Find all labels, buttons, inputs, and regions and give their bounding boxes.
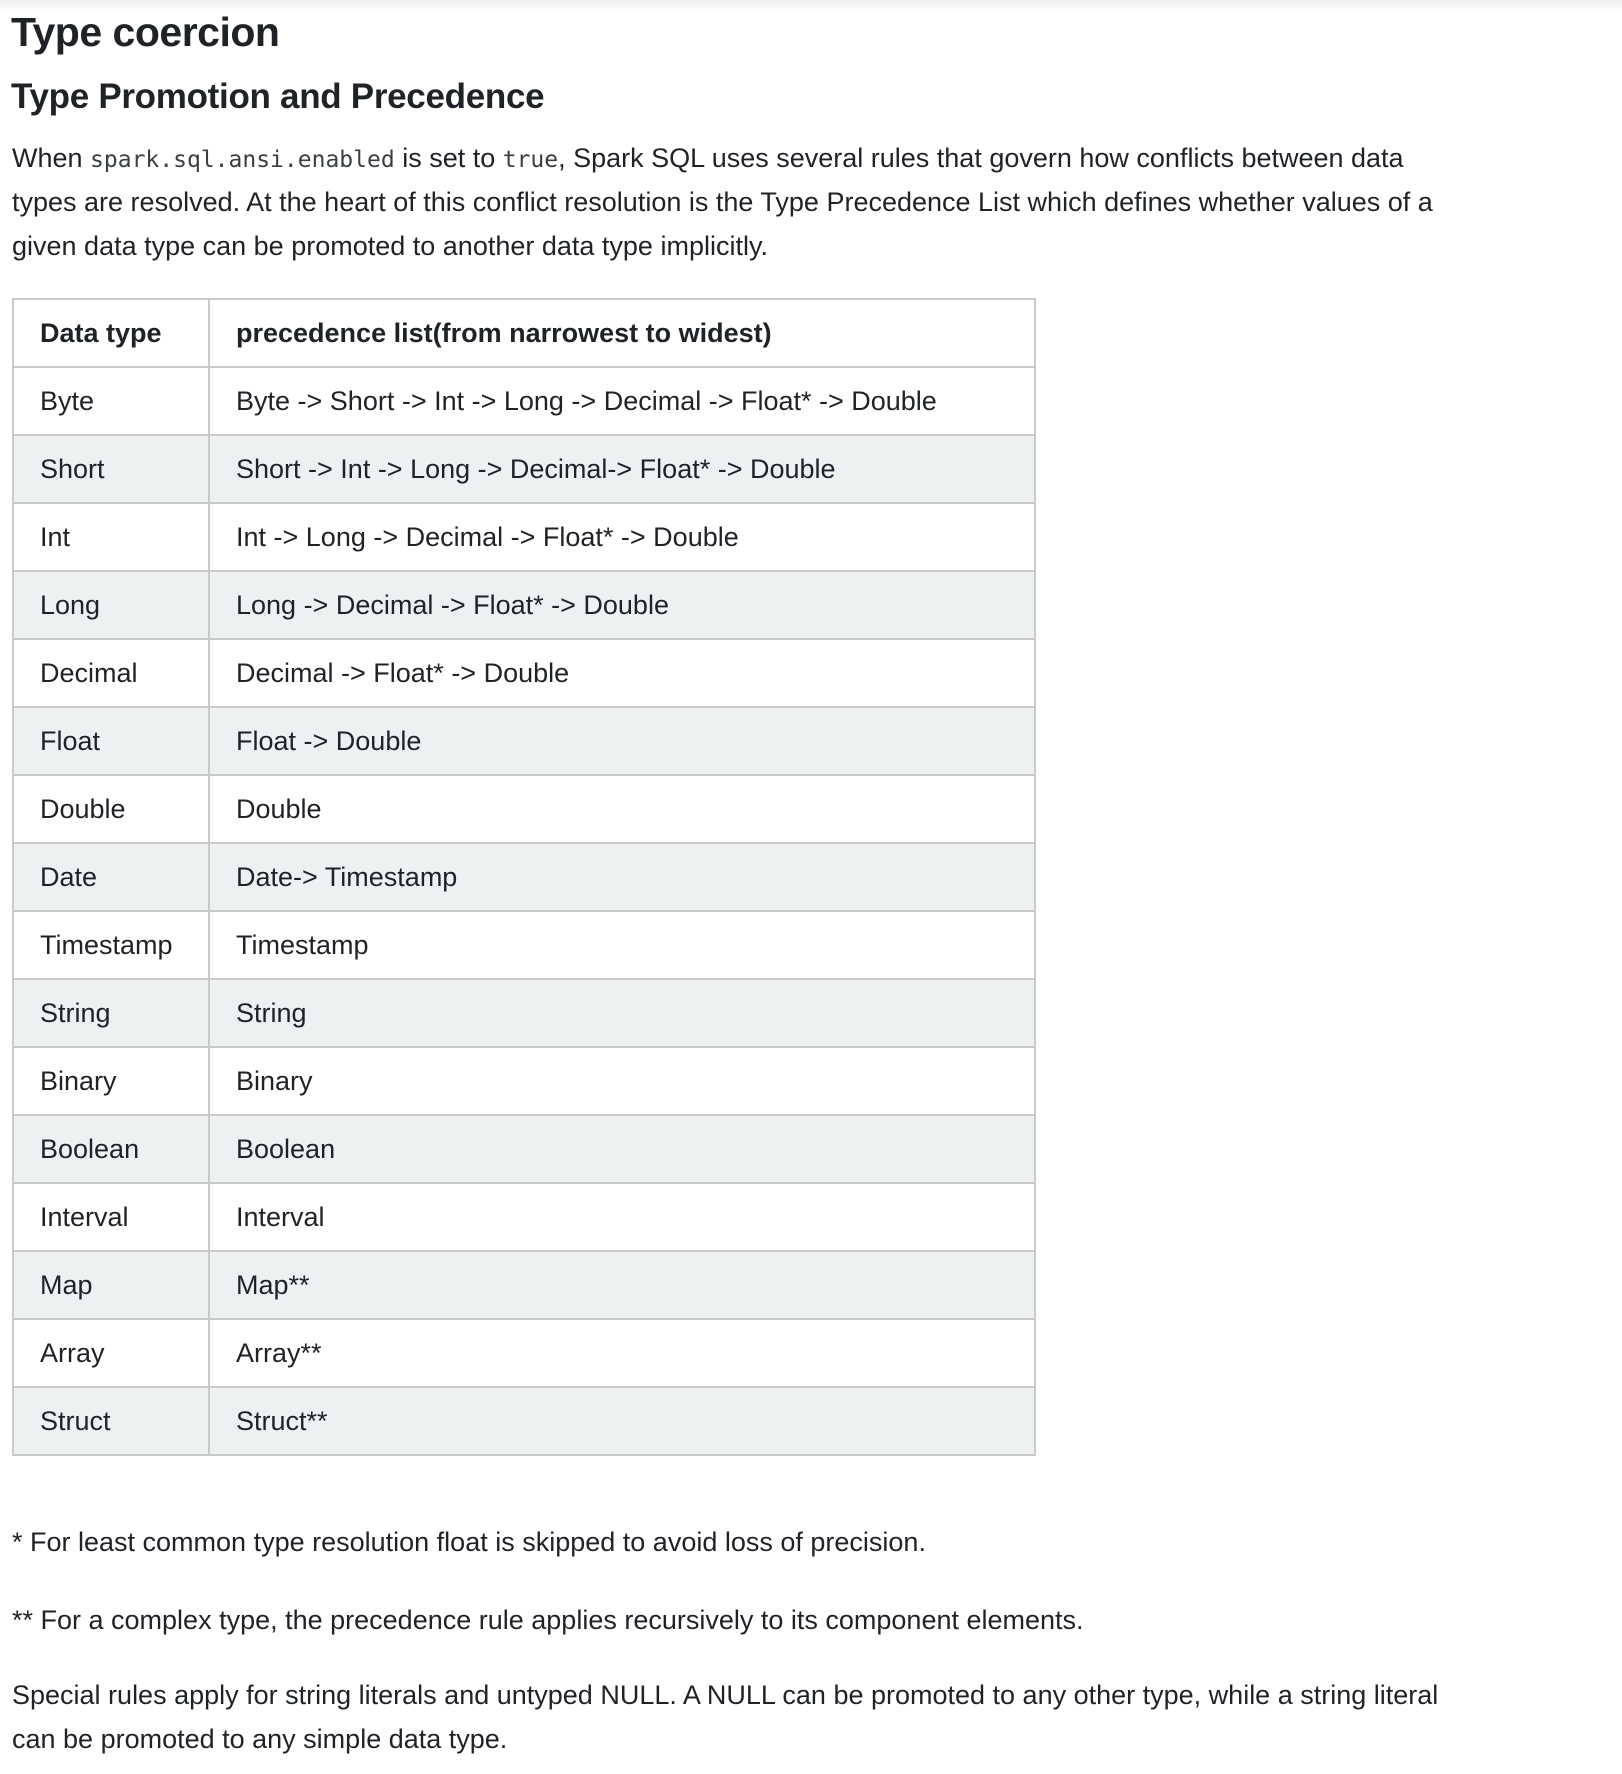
cell-precedence-list: Binary (209, 1047, 1035, 1115)
table-row (13, 503, 1035, 571)
cell-data-type: Date (13, 843, 209, 911)
cell-data-type: Boolean (13, 1115, 209, 1183)
cell-precedence-list: Double (209, 775, 1035, 843)
table-row (13, 911, 1035, 979)
cell-precedence-list: Long -> Decimal -> Float* -> Double (209, 571, 1035, 639)
intro-text: When (12, 143, 91, 173)
cell-data-type: Short (13, 435, 209, 503)
table-row (13, 979, 1035, 1047)
cell-data-type: Float (13, 707, 209, 775)
section-title: Type Promotion and Precedence (11, 77, 545, 116)
cell-data-type: Decimal (13, 639, 209, 707)
intro-line-3: given data type can be promoted to another data type implicitly. (12, 231, 768, 261)
table-row (13, 1319, 1035, 1387)
header-precedence-list: precedence list(from narrowest to widest) (209, 299, 1035, 367)
cell-precedence-list: Float -> Double (209, 707, 1035, 775)
header-data-type: Data type (13, 299, 209, 367)
cell-precedence-list: String (209, 979, 1035, 1047)
footnote-single-star: * For least common type resolution float is skipped to avoid loss of precision. (12, 1527, 926, 1557)
cell-data-type: Binary (13, 1047, 209, 1115)
intro-text: , Spark SQL uses several rules that govern how conflicts between data (558, 143, 1404, 173)
special-rules-paragraph (12, 1673, 1438, 1761)
page-title: Type coercion (11, 9, 280, 55)
table-row (13, 1183, 1035, 1251)
cell-precedence-list: Byte -> Short -> Int -> Long -> Decimal -> Float* -> Double (209, 367, 1035, 435)
cell-data-type: Array (13, 1319, 209, 1387)
cell-data-type: Struct (13, 1387, 209, 1455)
cell-precedence-list: Boolean (209, 1115, 1035, 1183)
intro-text: is set to (394, 143, 503, 173)
table-row (13, 435, 1035, 503)
table-row (13, 571, 1035, 639)
cell-precedence-list: Decimal -> Float* -> Double (209, 639, 1035, 707)
footnote-double-star: ** For a complex type, the precedence rule applies recursively to its component elements. (12, 1605, 1084, 1635)
table-row (13, 843, 1035, 911)
inline-code-value: true (502, 147, 559, 173)
cell-data-type: Int (13, 503, 209, 571)
precedence-table (12, 298, 1036, 1456)
cell-precedence-list: Timestamp (209, 911, 1035, 979)
table-row (13, 707, 1035, 775)
cell-data-type: Double (13, 775, 209, 843)
inline-code-config: spark.sql.ansi.enabled (90, 147, 395, 173)
intro-line-1 (12, 136, 1612, 180)
cell-data-type: Interval (13, 1183, 209, 1251)
table-row (13, 1115, 1035, 1183)
cell-data-type: Map (13, 1251, 209, 1319)
special-rules-line-1: Special rules apply for string literals and untyped NULL. A NULL can be promoted to any other type, while a string literal (12, 1680, 1439, 1710)
cell-precedence-list: Map** (209, 1251, 1035, 1319)
cell-precedence-list: Date-> Timestamp (209, 843, 1035, 911)
cell-data-type: Byte (13, 367, 209, 435)
table-row (13, 639, 1035, 707)
table-row (13, 1251, 1035, 1319)
cell-precedence-list: Int -> Long -> Decimal -> Float* -> Double (209, 503, 1035, 571)
table-row (13, 775, 1035, 843)
special-rules-line-2: can be promoted to any simple data type. (12, 1724, 508, 1754)
table-row (13, 367, 1035, 435)
intro-line-2: types are resolved. At the heart of this conflict resolution is the Type Precedence List which defines whether values of a (12, 187, 1433, 217)
cell-data-type: Long (13, 571, 209, 639)
cell-data-type: Timestamp (13, 911, 209, 979)
cell-precedence-list: Interval (209, 1183, 1035, 1251)
cell-precedence-list: Struct** (209, 1387, 1035, 1455)
cell-data-type: String (13, 979, 209, 1047)
intro-paragraph (12, 136, 1612, 268)
cell-precedence-list: Short -> Int -> Long -> Decimal-> Float* -> Double (209, 435, 1035, 503)
table-row (13, 1387, 1035, 1455)
table-header-row (13, 299, 1035, 367)
table-row (13, 1047, 1035, 1115)
cell-precedence-list: Array** (209, 1319, 1035, 1387)
